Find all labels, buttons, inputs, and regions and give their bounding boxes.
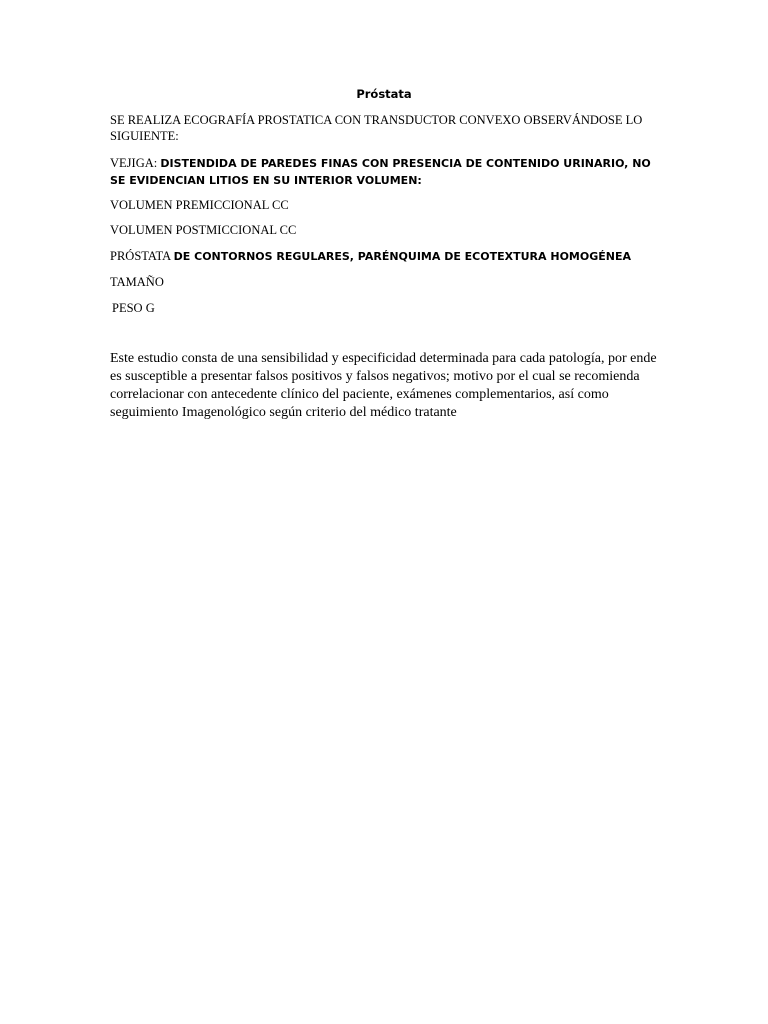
prostata-label: PRÓSTATA xyxy=(110,249,174,263)
vejiga-label: VEJIGA: xyxy=(110,156,161,170)
peso-line: PESO G xyxy=(112,301,155,315)
volumen-postmiccional: VOLUMEN POSTMICCIONAL CC xyxy=(110,223,297,237)
tamano-line: TAMAÑO xyxy=(110,275,164,289)
prostata-paragraph xyxy=(110,248,670,265)
document-title: Próstata xyxy=(356,87,412,101)
vejiga-paragraph xyxy=(110,155,670,189)
intro-paragraph: SE REALIZA ECOGRAFÍA PROSTATICA CON TRANSDUCTOR CONVEXO OBSERVÁNDOSE LO SIGUIENTE: xyxy=(110,113,643,143)
vejiga-text: DISTENDIDA DE PAREDES FINAS CON PRESENCIA DE CONTENIDO URINARIO, NO SE EVIDENCIAN LITIOS EN SU INTERIOR VOLUMEN: xyxy=(110,157,651,187)
volumen-premiccional: VOLUMEN PREMICCIONAL CC xyxy=(110,198,289,212)
disclaimer-paragraph: Este estudio consta de una sensibilidad y especificidad determinada para cada patología, por ende es susceptible a presentar falsos positivos y falsos negativos; motivo por el cual se recomienda correlacionar con antecedente clínico del paciente, exámenes complementarios, así como seguimiento Imagenológico según criterio del médico tratante xyxy=(110,351,657,420)
prostata-text: DE CONTORNOS REGULARES, PARÉNQUIMA DE ECOTEXTURA HOMOGÉNEA xyxy=(173,250,631,263)
